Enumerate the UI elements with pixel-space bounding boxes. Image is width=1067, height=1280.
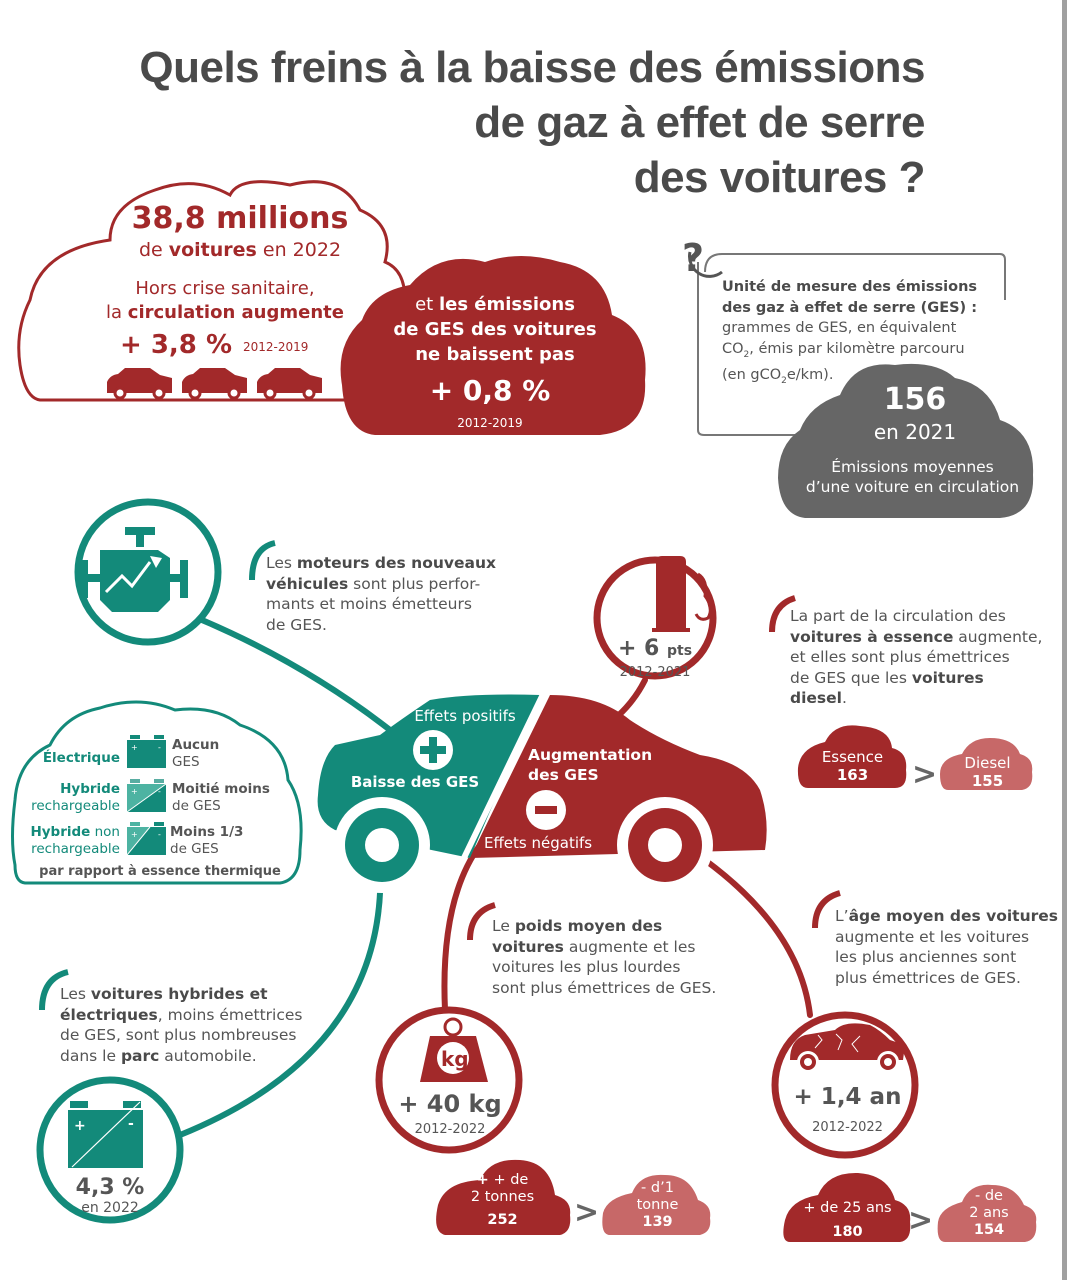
type-electric: Électrique: [42, 750, 120, 766]
hybrids-share-value: 4,3 %: [75, 1175, 145, 1200]
svg-text:kg: kg: [441, 1047, 469, 1071]
hybrids-share-text: Les voitures hybrides et électriques, moins émettrices de GES, sont plus nombreuses dans le parc automobile.: [60, 985, 303, 1065]
engine-text: Les moteurs des nouveaux véhicules sont plus perfor- mants et moins émetteurs de GES.: [266, 554, 496, 634]
negative-effects-label: Effets négatifs: [484, 834, 593, 852]
fuel-text: La part de la circulation des voitures à essence augmente, et elles sont plus émettrices de GES que les voitures diesel.: [790, 607, 1043, 707]
avg-emissions-label: Émissions moyennes d’une voiture en circulation: [805, 458, 1020, 496]
negative-effects-text: Augmentation des GES: [528, 746, 653, 784]
svg-text:-: -: [158, 743, 161, 752]
emissions-change-period: 2012-2019: [457, 416, 523, 430]
title-line-2: de gaz à effet de serre: [474, 98, 925, 147]
avg-emissions-year: en 2021: [873, 420, 957, 444]
weight-change-value: + 40 kg: [398, 1090, 502, 1118]
unit-description: Unité de mesure des émissions des gaz à effet de serre (GES) : grammes de GES, en équivalent $CO_2$, émis par kilomètre parcouru (en gCO$_2$e/km).: [722, 279, 978, 386]
hybrids-share-year: en 2022: [81, 1200, 139, 1216]
svg-text:+: +: [131, 830, 138, 839]
hybrid-footer: par rapport à essence thermique: [39, 864, 281, 879]
svg-text:+: +: [74, 1118, 86, 1134]
weight-change-period: 2012-2022: [414, 1122, 486, 1137]
fuel-share-period: 2012-2021: [619, 665, 691, 680]
effect-plugin-hybrid: Moitié moins de GES: [172, 781, 270, 814]
traffic-increase-value: + 3,8 %: [120, 330, 232, 360]
traffic-line-1: Hors crise sanitaire,: [135, 278, 315, 299]
emissions-text: et les émissions de GES des voitures ne baissent pas: [393, 294, 597, 365]
plus-icon: [413, 730, 453, 770]
traffic-increase-period: 2012-2019: [243, 340, 309, 354]
weight-kg-icon: [420, 1018, 490, 1084]
svg-text:>: >: [912, 757, 938, 792]
fuel-pump-icon: [650, 556, 710, 632]
svg-text:+: +: [131, 743, 138, 752]
question-icon: ?: [682, 236, 705, 280]
battery-half-icon: [68, 1100, 144, 1168]
title-line-1: Quels freins à la baisse des émissions: [139, 43, 925, 92]
effect-electric: Aucun GES: [172, 737, 220, 770]
fuel-share-value: + 6 pts: [617, 636, 693, 661]
svg-text:>: >: [908, 1203, 934, 1238]
heavy-cars-cloud: + + de 2 tonnes 252: [470, 1172, 535, 1228]
title-line-3: des voitures ?: [633, 153, 925, 202]
light-cars-cloud: - d’1 tonne 139: [636, 1180, 679, 1230]
svg-text:>: >: [574, 1195, 600, 1230]
avg-emissions-value: 156: [883, 382, 947, 417]
emissions-change-value: + 0,8 %: [429, 374, 551, 407]
age-change-period: 2012-2022: [812, 1120, 883, 1135]
positive-effects-text: Baisse des GES: [350, 773, 480, 791]
positive-effects-label: Effets positifs: [414, 707, 516, 725]
svg-text:+: +: [131, 787, 138, 796]
essence-cloud: Essence 163: [821, 748, 884, 784]
effect-hybrid: Moins 1/3 de GES: [170, 824, 244, 857]
minus-icon: [526, 790, 566, 830]
new-cars-cloud: - de 2 ans 154: [969, 1188, 1009, 1238]
traffic-line-2: la circulation augmente: [106, 302, 344, 323]
age-change-value: + 1,4 an: [793, 1084, 902, 1110]
weight-text: Le poids moyen des voitures augmente et les voitures les plus lourdes sont plus émettrices de GES.: [492, 917, 717, 997]
svg-text:-: -: [158, 830, 161, 839]
svg-text:-: -: [128, 1116, 134, 1132]
old-car-icon: [788, 1020, 906, 1074]
fleet-size-value: 38,8 millions: [131, 201, 349, 236]
type-hybrid: Hybride non rechargeable: [30, 824, 120, 857]
car-icons-row: [107, 368, 322, 393]
svg-text:-: -: [158, 787, 161, 796]
type-plugin-hybrid: Hybride rechargeable: [31, 781, 120, 814]
age-text: L’âge moyen des voitures augmente et les voitures les plus anciennes sont plus émettrices de GES.: [835, 907, 1058, 987]
diesel-cloud: Diesel 155: [964, 754, 1011, 790]
fleet-size-label: de voitures en 2022: [138, 239, 342, 261]
old-cars-cloud: + de 25 ans 180: [803, 1200, 892, 1240]
